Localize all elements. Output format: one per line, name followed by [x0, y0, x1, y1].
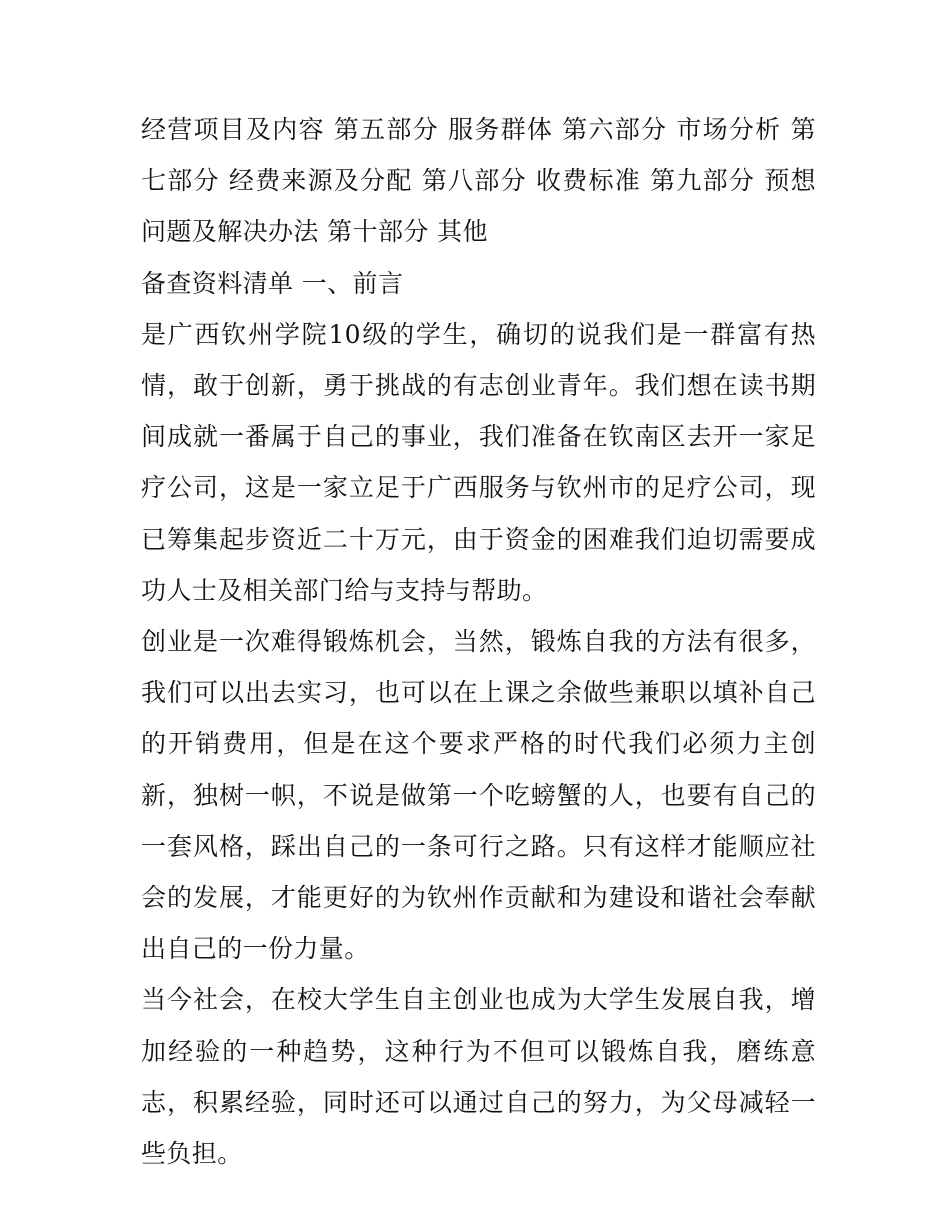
- document-page: [141, 104, 816, 1179]
- paragraph-section-heading: 备查资料清单 一、前言: [141, 268, 404, 298]
- paragraph-trend: 当今社会，在校大学生自主创业也成为大学生发展自我，增加经验的一种趋势，这种行为不但可以锻炼自我，磨练意志，积累经验，同时还可以通过自己的努力，为父母减轻一些负担。: [141, 985, 816, 1169]
- paragraph-outline-continued: 经营项目及内容 第五部分 服务群体 第六部分 市场分析 第七部分 经费来源及分配 第八部分 收费标准 第九部分 预想问题及解决办法 第十部分 其他: [141, 115, 816, 247]
- paragraph-entrepreneurship: 创业是一次难得锻炼机会，当然，锻炼自我的方法有很多，我们可以出去实习，也可以在上课之余做些兼职以填补自己的开销费用，但是在这个要求严格的时代我们必须力主创新，独树一帜，不说是做第一个吃螃蟹的人，也要有自己的一套风格，踩出自己的一条可行之路。只有这样才能顺应社会的发展，才能更好的为钦州作贡献和为建设和谐社会奉献出自己的一份力量。: [141, 627, 816, 964]
- paragraph-introduction: 是广西钦州学院10级的学生，确切的说我们是一群富有热情，敢于创新，勇于挑战的有志创业青年。我们想在读书期间成就一番属于自己的事业，我们准备在钦南区去开一家足疗公司，这是一家立足于广西服务与钦州市的足疗公司，现已筹集起步资近二十万元，由于资金的困难我们迫切需要成功人士及相关部门给与支持与帮助。: [141, 319, 816, 605]
